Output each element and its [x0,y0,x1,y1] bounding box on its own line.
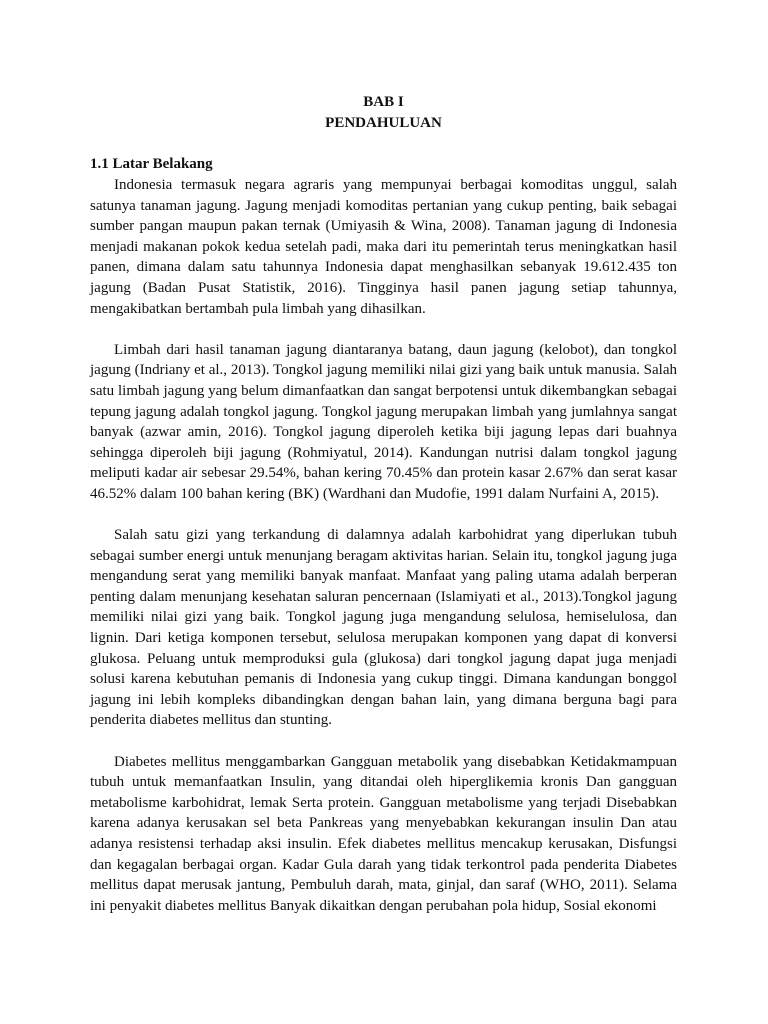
chapter-title: PENDAHULUAN [325,115,442,131]
paragraph-2: Limbah dari hasil tanaman jagung diantaranya batang, daun jagung (kelobot), dan tongkol jagung (Indriany et al., 2013). Tongkol jagung memiliki nilai gizi yang baik untuk manusia. Salah satu limbah jagung yang belum dimanfaatkan dan sangat berpotensi untuk dikembangkan sebagai tepung jagung adalah tongkol jagung. Tongkol jagung merupakan limbah yang jumlahnya sangat banyak (azwar amin, 2016). Tongkol jagung diperoleh ketika biji jagung lepas dari buahnya sehingga diperoleh biji jagung (Rohmiyatul, 2014). Kandungan nutrisi dalam tongkol jagung meliputi kadar air sebesar 29.54%, bahan kering 70.45% dan protein kasar 2.67% dan serat kasar 46.52% dalam 100 bahan kering (BK) (Wardhani dan Mudofie, 1991 dalam Nurfaini A, 2015). [90,341,677,502]
section-heading: 1.1 Latar Belakang [90,156,213,172]
paragraph-4: Diabetes mellitus menggambarkan Gangguan metabolik yang disebabkan Ketidakmampuan tubuh untuk memanfaatkan Insulin, yang ditandai oleh hiperglikemia kronis Dan gangguan metabolisme karbohidrat, lemak Serta protein. Gangguan metabolisme yang terjadi Disebabkan karena adanya kerusakan sel beta Pankreas yang menyebabkan kekurangan insulin Dan atau adanya resistensi terhadap aksi insulin. Efek diabetes mellitus mencakup kerusakan, Disfungsi dan kegagalan berbagai organ. Kadar Gula darah yang tidak terkontrol pada penderita Diabetes mellitus dapat merusak jantung, Pembuluh darah, mata, ginjal, dan saraf (WHO, 2011). Selama ini penyakit diabetes mellitus Banyak dikaitkan dengan perubahan pola hidup, Sosial ekonomi [90,753,677,914]
paragraph-3: Salah satu gizi yang terkandung di dalamnya adalah karbohidrat yang diperlukan tubuh sebagai sumber energi untuk menunjang beragam aktivitas harian. Selain itu, tongkol jagung juga mengandung serat yang memiliki banyak manfaat. Manfaat yang paling utama adalah berperan penting dalam menunjang kesehatan saluran pencernaan (Islamiyati et al., 2013).Tongkol jagung memiliki nilai gizi yang baik. Tongkol jagung juga mengandung selulosa, hemiselulosa, dan lignin. Dari ketiga komponen tersebut, selulosa merupakan komponen yang dapat di konversi glukosa. Peluang untuk memproduksi gula (glukosa) dari tongkol jagung dapat juga menjadi solusi karena kebutuhan pemanis di Indonesia yang cukup tinggi. Dimana kandungan bonggol jagung ini lebih kompleks dibandingkan dengan bahan lain, yang dimana berguna bagi para penderita diabetes mellitus dan stunting. [90,527,677,729]
paragraph-1: Indonesia termasuk negara agraris yang mempunyai berbagai komoditas unggul, salah satunya tanaman jagung. Jagung menjadi komoditas pertanian yang cukup penting, baik sebagai sumber pangan maupun pakan ternak (Umiyasih & Wina, 2008). Tanaman jagung di Indonesia menjadi makanan pokok kedua setelah padi, maka dari itu pemerintah terus meningkatkan hasil panen, dimana dalam satu tahunnya Indonesia dapat menghasilkan sebanyak 19.612.435 ton jagung (Badan Pusat Statistik, 2016). Tingginya hasil panen jagung setiap tahunnya, mengakibatkan bertambah pula limbah yang dihasilkan. [90,177,677,317]
chapter-label: BAB I [363,94,404,110]
document-page [90,92,677,937]
